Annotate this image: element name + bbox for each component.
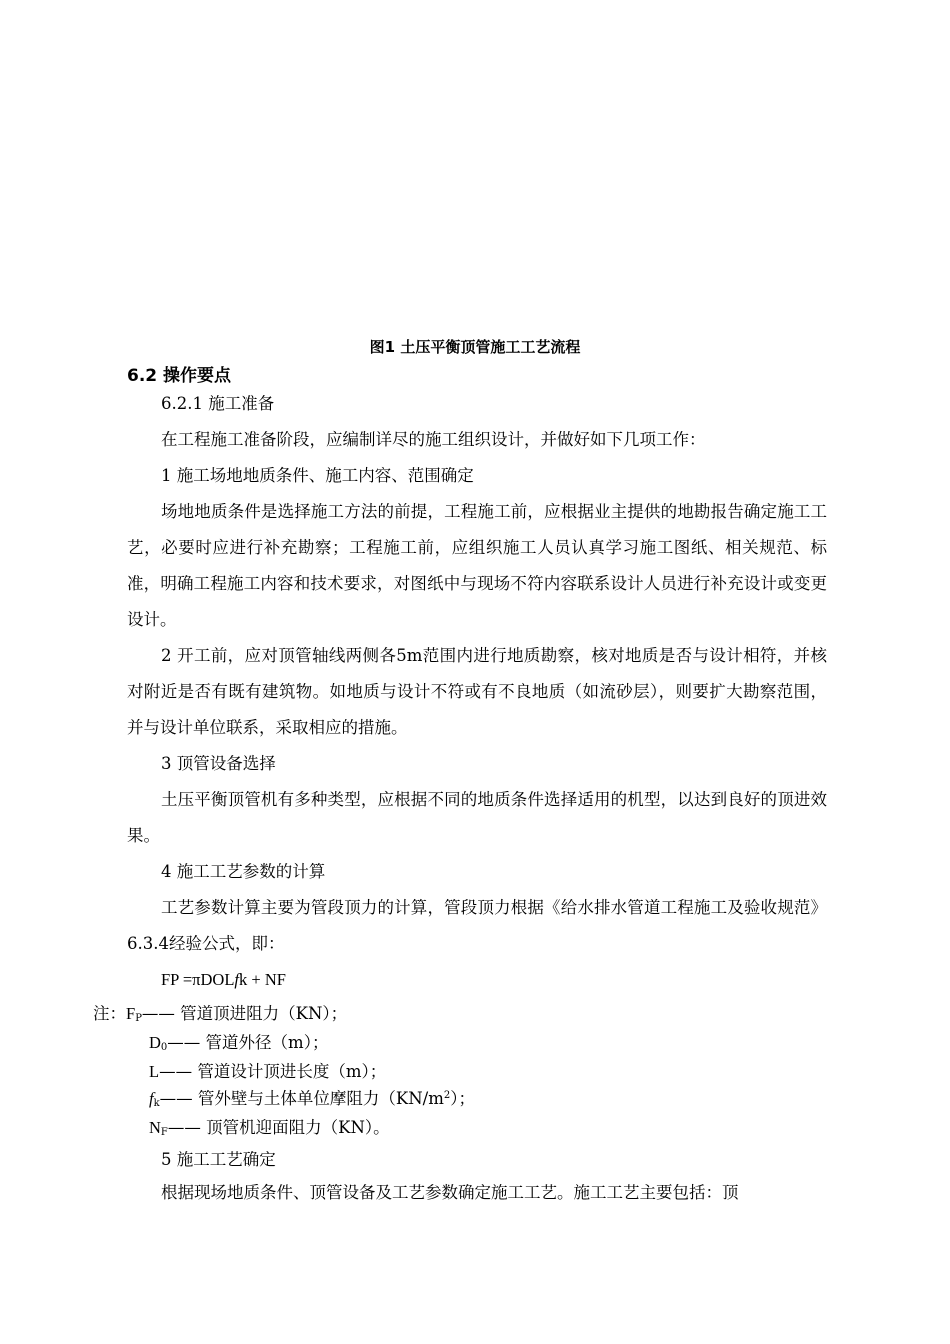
fk-symbol: f bbox=[149, 1089, 154, 1108]
document-body bbox=[93, 386, 827, 1211]
formula-f: f bbox=[234, 970, 240, 989]
fp-desc: —— 管道顶进阻力（KN）； bbox=[141, 1004, 348, 1023]
thrust-formula bbox=[127, 962, 827, 998]
d0-symbol: D bbox=[149, 1033, 161, 1052]
d0-desc: —— 管道外径（m）； bbox=[167, 1033, 329, 1052]
fp-sub: P bbox=[135, 1013, 142, 1024]
fk-desc: —— 管外壁与土体单位摩阻力（KN/m bbox=[159, 1089, 444, 1108]
item3-body: 土压平衡顶管机有多种类型，应根据不同的地质条件选择适用的机型，以达到良好的顶进效果。 bbox=[127, 790, 827, 845]
note-fk bbox=[127, 1084, 827, 1116]
item5-body: 根据现场地质条件、顶管设备及工艺参数确定施工工艺。施工工艺主要包括：顶 bbox=[161, 1183, 739, 1202]
fk-sup: 2 bbox=[443, 1090, 451, 1101]
formula-notes bbox=[93, 1002, 827, 1145]
note-d0 bbox=[127, 1031, 827, 1060]
fk-sub: k bbox=[153, 1098, 160, 1109]
note-nf bbox=[127, 1116, 827, 1145]
figure-caption: 图1 土压平衡顶管施工工艺流程 bbox=[369, 338, 581, 356]
nf-sub: F bbox=[160, 1127, 168, 1138]
item2-body: 2 开工前，应对顶管轴线两侧各5m范围内进行地质勘察，核对地质是否与设计相符，并核对附近是否有既有建筑物。如地质与设计不符或有不良地质（如流砂层），则要扩大勘察范围，并与设计单位联系，采取相应的措施。 bbox=[127, 646, 827, 737]
d0-sub: 0 bbox=[160, 1042, 168, 1053]
item3-title: 3 顶管设备选择 bbox=[161, 754, 276, 773]
l-desc: —— 管道设计顶进长度（m）； bbox=[159, 1062, 387, 1081]
item4-body: 工艺参数计算主要为管段顶力的计算，管段顶力根据《给水排水管道工程施工及验收规范》6.3.4经验公式，即： bbox=[127, 898, 827, 953]
item4-title: 4 施工工艺参数的计算 bbox=[161, 862, 326, 881]
fp-symbol: F bbox=[126, 1004, 136, 1023]
note-l bbox=[127, 1060, 827, 1084]
fk-end: ）； bbox=[450, 1089, 475, 1108]
item1-title: 1 施工场地地质条件、施工内容、范围确定 bbox=[161, 466, 474, 485]
item1-body: 场地地质条件是选择施工方法的前提，工程施工前，应根据业主提供的地勘报告确定施工工艺，必要时应进行补充勘察；工程施工前，应组织施工人员认真学习施工图纸、相关规范、标准，明确工程施工内容和技术要求，对图纸中与现场不符内容联系设计人员进行补充设计或变更设计。 bbox=[127, 502, 827, 629]
subsection-heading: 6.2.1 施工准备 bbox=[161, 394, 275, 413]
formula-left: FP =πDOL bbox=[161, 970, 235, 989]
item5-title: 5 施工工艺确定 bbox=[161, 1150, 276, 1169]
nf-desc: —— 顶管机迎面阻力（KN）。 bbox=[167, 1118, 390, 1137]
l-symbol: L bbox=[149, 1062, 160, 1081]
note-prefix: 注： bbox=[93, 1004, 126, 1023]
paragraph-intro: 在工程施工准备阶段，应编制详尽的施工组织设计，并做好如下几项工作： bbox=[161, 430, 706, 449]
note-fp bbox=[93, 1002, 827, 1031]
nf-symbol: N bbox=[149, 1118, 161, 1137]
formula-right: k + NF bbox=[239, 970, 286, 989]
section-heading: 6.2 操作要点 bbox=[127, 366, 232, 386]
